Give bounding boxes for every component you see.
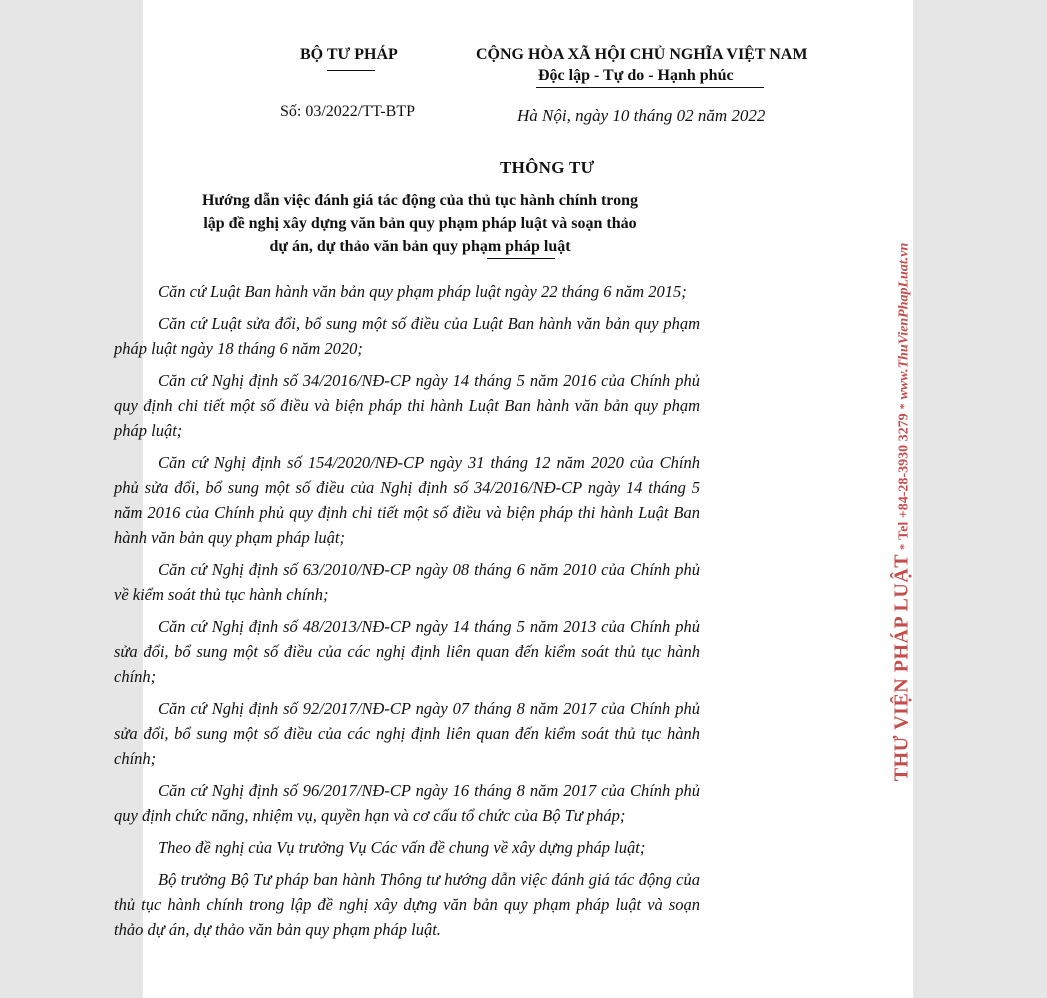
watermark-website: www.ThuVienPhapLuat.vn	[896, 242, 912, 400]
preamble-paragraph: Căn cứ Luật Ban hành văn bản quy phạm pháp luật ngày 22 tháng 6 năm 2015;	[158, 282, 687, 301]
subtitle-line: lập đề nghị xây dựng văn bản quy phạm pháp luật và soạn thảo	[203, 215, 637, 232]
preamble-paragraph: Căn cứ Nghị định số 92/2017/NĐ-CP ngày 07 tháng 8 năm 2017 của Chính phủ sửa đổi, bổ sung một số điều của các nghị định liên quan đến kiểm soát thủ tục hành chính;	[114, 699, 700, 768]
document-type: THÔNG TƯ	[500, 158, 595, 177]
national-title: CỘNG HÒA XÃ HỘI CHỦ NGHĨA VIỆT NAM	[476, 46, 808, 63]
issuing-agency: BỘ TƯ PHÁP	[300, 46, 398, 63]
watermark-separator: *	[896, 543, 911, 550]
preamble-paragraph: Bộ trưởng Bộ Tư pháp ban hành Thông tư hướng dẫn việc đánh giá tác động của thủ tục hành chính trong lập đề nghị xây dựng văn bản quy phạm pháp luật và soạn thảo dự án, dự thảo văn bản quy phạm pháp luật.	[114, 870, 700, 939]
preamble-paragraph: Căn cứ Nghị định số 154/2020/NĐ-CP ngày 31 tháng 12 năm 2020 của Chính phủ sửa đổi, bổ sung một số điều của Nghị định số 34/2016/NĐ-CP ngày 14 tháng 5 năm 2016 của Chính phủ quy định chi tiết một số điều và biện pháp thi hành Luật Ban hành văn bản quy phạm pháp luật;	[114, 453, 700, 547]
watermark-brand: THƯ VIỆN PHÁP LUẬT	[890, 553, 913, 782]
agency-underline	[327, 70, 375, 71]
preamble-paragraph: Căn cứ Nghị định số 63/2010/NĐ-CP ngày 08 tháng 6 năm 2010 của Chính phủ về kiểm soát thủ tục hành chính;	[114, 560, 700, 604]
place-and-date: Hà Nội, ngày 10 tháng 02 năm 2022	[517, 106, 766, 125]
watermark-separator: *	[896, 403, 911, 410]
preamble-paragraph: Căn cứ Luật sửa đổi, bổ sung một số điều của Luật Ban hành văn bản quy phạm pháp luật ngày 18 tháng 6 năm 2020;	[114, 314, 700, 358]
watermark-text	[891, 243, 914, 781]
preamble-paragraph: Theo đề nghị của Vụ trưởng Vụ Các vấn đề chung về xây dựng pháp luật;	[158, 838, 646, 857]
preamble-paragraph: Căn cứ Nghị định số 48/2013/NĐ-CP ngày 14 tháng 5 năm 2013 của Chính phủ sửa đổi, bổ sung một số điều của các nghị định liên quan đến kiểm soát thủ tục hành chính;	[114, 617, 700, 686]
watermark-phone: Tel +84-28-3930 3279	[896, 413, 912, 540]
subtitle-underline	[487, 258, 555, 259]
motto-underline	[536, 87, 764, 88]
preamble-paragraph: Căn cứ Nghị định số 34/2016/NĐ-CP ngày 14 tháng 5 năm 2016 của Chính phủ quy định chi tiết một số điều và biện pháp thi hành Luật Ban hành văn bản quy phạm pháp luật;	[114, 371, 700, 440]
document-subtitle	[150, 189, 690, 258]
subtitle-line: Hướng dẫn việc đánh giá tác động của thủ tục hành chính trong	[201, 192, 639, 209]
document-number: Số: 03/2022/TT-BTP	[280, 103, 415, 120]
national-motto: Độc lập - Tự do - Hạnh phúc	[538, 67, 734, 84]
vertical-watermark	[886, 182, 918, 842]
subtitle-line: dự án, dự thảo văn bản quy phạm pháp luật	[269, 238, 571, 255]
preamble-paragraph: Căn cứ Nghị định số 96/2017/NĐ-CP ngày 16 tháng 8 năm 2017 của Chính phủ quy định chức năng, nhiệm vụ, quyền hạn và cơ cấu tổ chức của Bộ Tư pháp;	[114, 781, 700, 825]
document-body	[114, 279, 700, 942]
